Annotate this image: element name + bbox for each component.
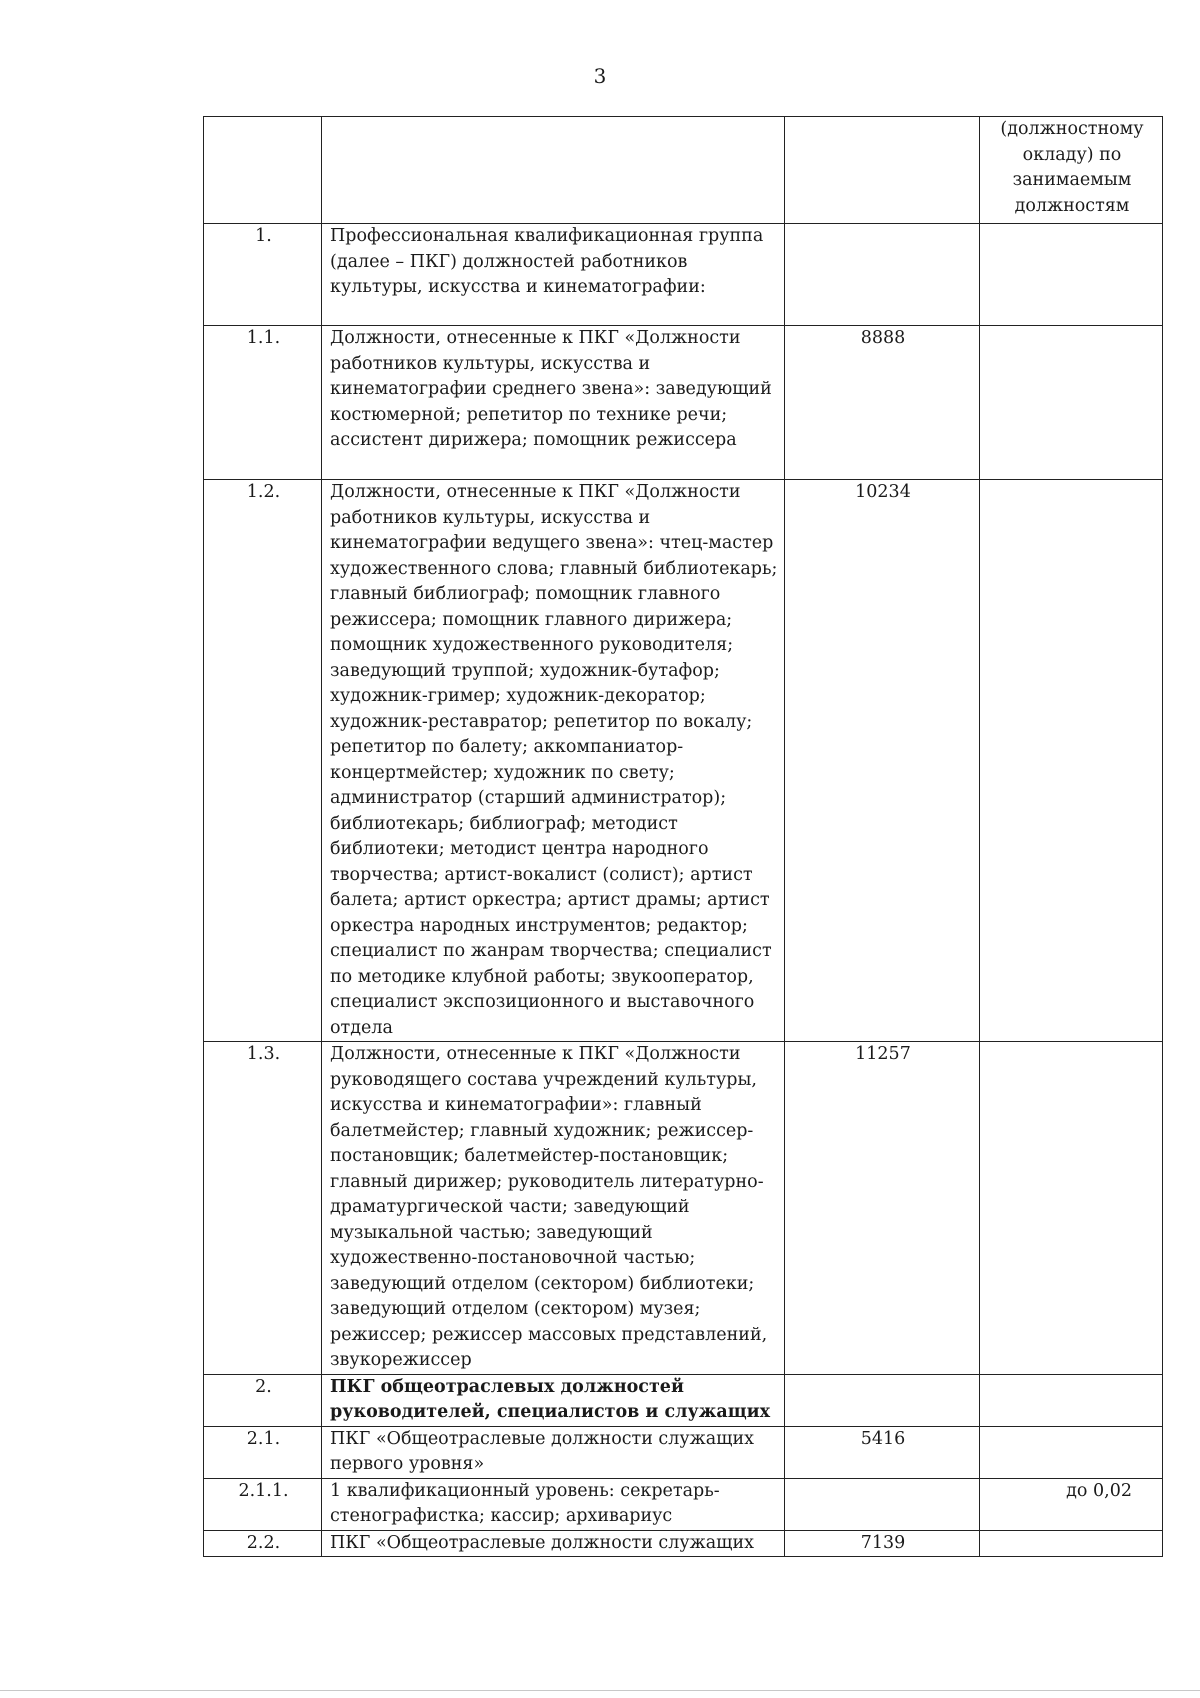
row-number: 1.	[204, 224, 322, 326]
header-cell-number	[204, 117, 322, 224]
row-coefficient	[980, 1530, 1163, 1557]
page-number: 3	[593, 64, 607, 88]
row-text: Профессиональная квалификационная группа (далее – ПКГ) должностей работников культуры, искусства и кинематографии:	[322, 224, 785, 326]
row-value: 10234	[785, 480, 980, 1042]
row-number: 1.2.	[204, 480, 322, 1042]
row-text: ПКГ общеотраслевых должностей руководителей, специалистов и служащих	[322, 1374, 785, 1426]
row-value: 8888	[785, 326, 980, 480]
row-coefficient	[980, 1426, 1163, 1478]
table-row	[204, 1426, 1163, 1478]
table-row	[204, 1530, 1163, 1557]
row-value	[785, 1478, 980, 1530]
table-row	[204, 1374, 1163, 1426]
row-text: Должности, отнесенные к ПКГ «Должности работников культуры, искусства и кинематографии среднего звена»: заведующий костюмерной; репетитор по технике речи; ассистент дирижера; помощник режиссера	[322, 326, 785, 480]
row-coefficient	[980, 480, 1163, 1042]
row-text: Должности, отнесенные к ПКГ «Должности руководящего состава учреждений культуры, искусства и кинематографии»: главный балетмейстер; главный художник; режиссер-постановщик; балетмейстер-постановщик; главный дирижер; руководитель литературно-драматургической части; заведующий музыкальной частью; заведующий художественно-постановочной частью; заведующий отделом (сектором) библиотеки; заведующий отделом (сектором) музея; режиссер; режиссер массовых представлений, звукорежиссер	[322, 1042, 785, 1375]
row-value: 7139	[785, 1530, 980, 1557]
table-row	[204, 326, 1163, 480]
header-cell-text	[322, 117, 785, 224]
scan-edge-line	[0, 1690, 1200, 1691]
row-number: 1.1.	[204, 326, 322, 480]
row-value: 5416	[785, 1426, 980, 1478]
row-number: 2.1.1.	[204, 1478, 322, 1530]
table-row	[204, 1478, 1163, 1530]
row-coefficient	[980, 1374, 1163, 1426]
row-value	[785, 224, 980, 326]
table-row	[204, 1042, 1163, 1375]
row-value: 11257	[785, 1042, 980, 1375]
row-text: ПКГ «Общеотраслевые должности служащих	[322, 1530, 785, 1557]
row-number: 1.3.	[204, 1042, 322, 1375]
row-number: 2.	[204, 1374, 322, 1426]
header-cell-coefficient: (должностному окладу) по занимаемым должностям	[980, 117, 1163, 224]
header-cell-value	[785, 117, 980, 224]
table-row	[204, 480, 1163, 1042]
row-coefficient	[980, 1042, 1163, 1375]
salary-table	[203, 116, 1163, 1557]
row-coefficient: до 0,02	[980, 1478, 1163, 1530]
row-coefficient	[980, 224, 1163, 326]
row-text: 1 квалификационный уровень: секретарь-стенографистка; кассир; архивариус	[322, 1478, 785, 1530]
row-number: 2.2.	[204, 1530, 322, 1557]
table-header-row	[204, 117, 1163, 224]
row-text: Должности, отнесенные к ПКГ «Должности работников культуры, искусства и кинематографии ведущего звена»: чтец-мастер художественного слова; главный библиотекарь; главный библиограф; помощник главного режиссера; помощник главного дирижера; помощник художественного руководителя; заведующий труппой; художник-бутафор; художник-гример; художник-декоратор; художник-реставратор; репетитор по вокалу; репетитор по балету; аккомпаниатор-концертмейстер; художник по свету; администратор (старший администратор); библиотекарь; библиограф; методист библиотеки; методист центра народного творчества; артист-вокалист (солист); артист балета; артист оркестра; артист драмы; артист оркестра народных инструментов; редактор; специалист по жанрам творчества; специалист по методике клубной работы; звукооператор, специалист экспозиционного и выставочного отдела	[322, 480, 785, 1042]
row-text: ПКГ «Общеотраслевые должности служащих первого уровня»	[322, 1426, 785, 1478]
row-number: 2.1.	[204, 1426, 322, 1478]
table-row	[204, 224, 1163, 326]
row-coefficient	[980, 326, 1163, 480]
row-value	[785, 1374, 980, 1426]
